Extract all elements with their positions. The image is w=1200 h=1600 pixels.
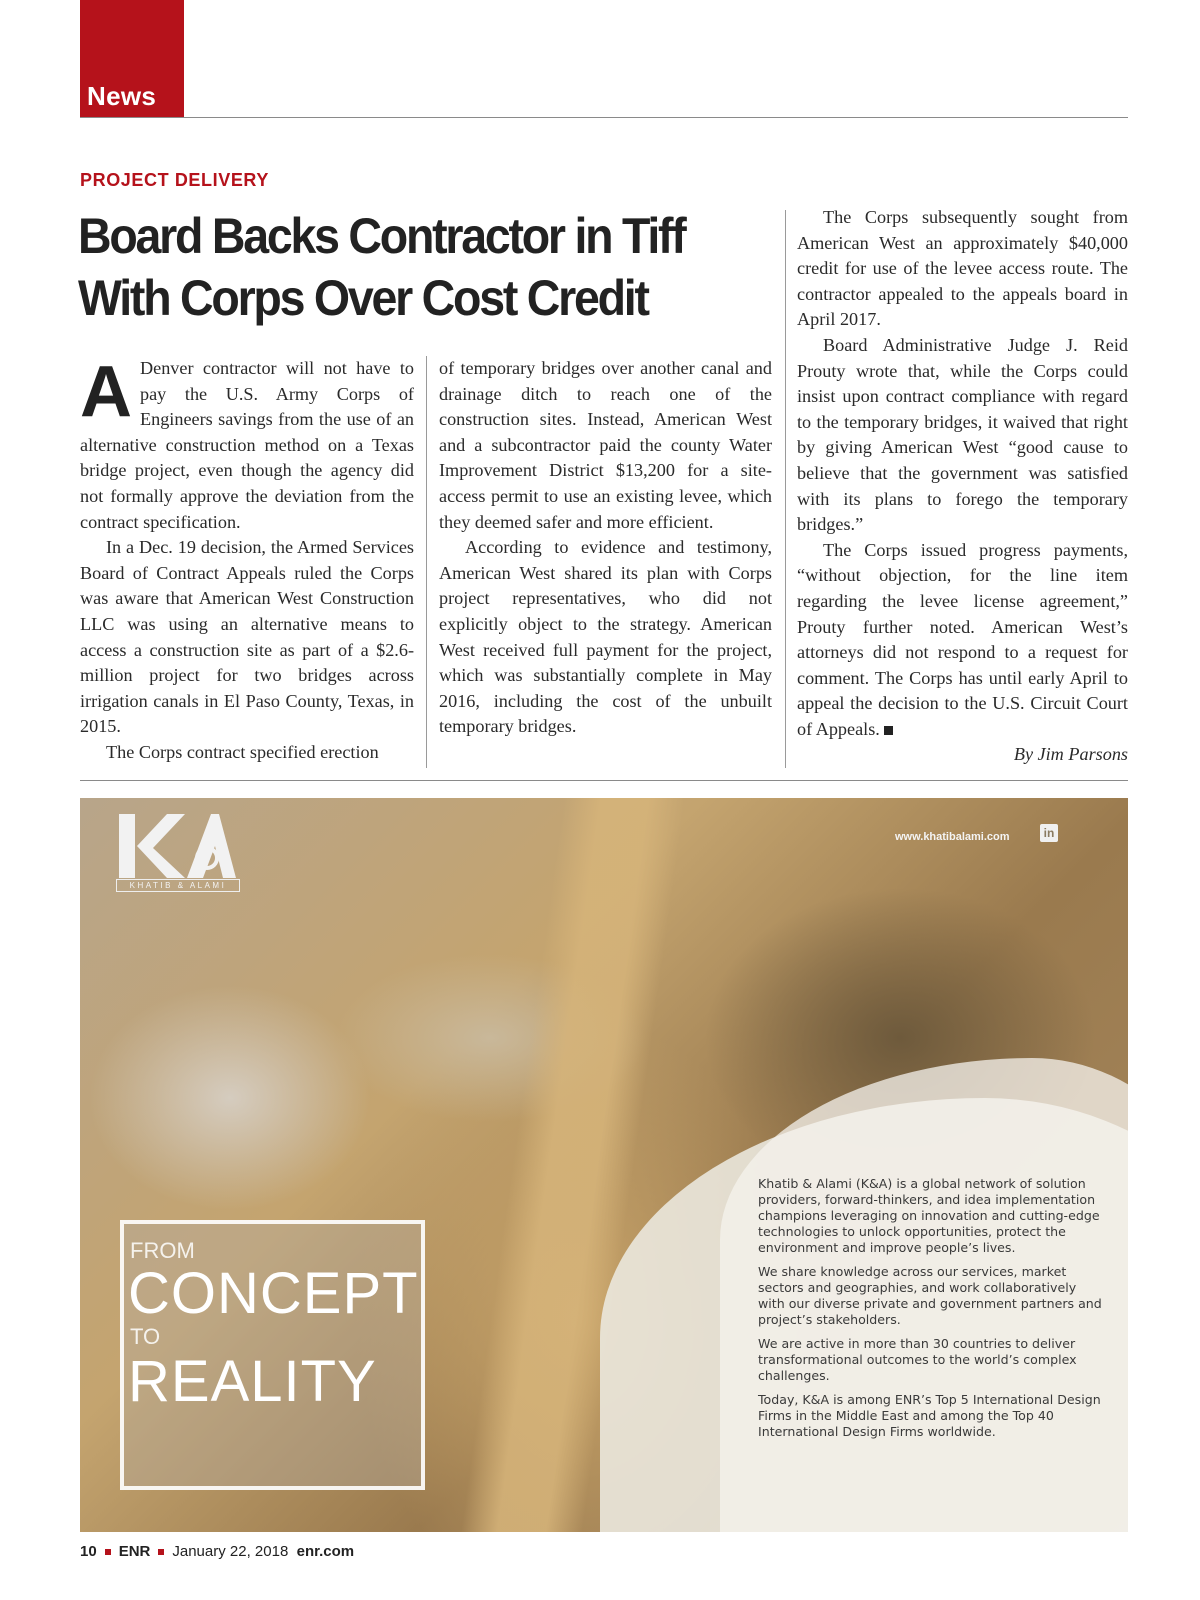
tagline-reality: REALITY (128, 1349, 377, 1414)
folio-separator-icon (105, 1549, 111, 1555)
linkedin-icon[interactable]: in (1040, 824, 1058, 842)
issue-date: January 22, 2018 (172, 1543, 289, 1560)
section-label: News (87, 81, 157, 111)
article-paragraph (80, 352, 414, 535)
headline-line-2: With Corps Over Cost Credit (78, 270, 648, 326)
article-rule (80, 780, 1128, 781)
folio-separator-icon (158, 1549, 164, 1555)
headline-line-1: Board Backs Contractor in Tiff (78, 208, 685, 264)
article-paragraph: of temporary bridges over another canal and drainage ditch to reach one of the construction sites. Instead, American West and a subcontractor paid the county Water Improvement District $13,200 for a site-access permit to use an existing levee, which they deemed safer and more efficient. (439, 358, 772, 532)
article-paragraph: The Corps subsequently sought from American West an approximately $40,000 credit for use of the levee access route. The contractor appealed to the appeals board in April 2017. (797, 207, 1128, 330)
ad-paragraph: Khatib & Alami (K&A) is a global network of solution providers, forward-thinkers, and idea implementation champions leveraging on innovation and cutting-edge technologies to unlock opportunities, protect the environment and improve people’s lives. (758, 1176, 1100, 1255)
dropcap: A (80, 352, 132, 432)
byline: By Jim Parsons (1013, 744, 1128, 765)
article-paragraph: The Corps contract specified erection (106, 741, 379, 762)
page-number: 10 (80, 1543, 97, 1560)
ad-url-link[interactable]: www.khatibalami.com (895, 831, 1010, 843)
end-mark-icon (884, 726, 893, 735)
article-column-3 (797, 205, 1128, 768)
kicker: PROJECT DELIVERY (80, 170, 269, 190)
article-column-1 (80, 352, 414, 766)
tagline-to: TO (130, 1324, 161, 1349)
section-tab (80, 0, 184, 118)
ad-paragraph: We are active in more than 30 countries to deliver transformational outcomes to the world’s complex challenges. (758, 1336, 1077, 1383)
article-paragraph: In a Dec. 19 decision, the Armed Services Board of Contract Appeals ruled the Corps was aware that American West Construction LLC was using an alternative means to access a construction site as part of a $2.6-million project for two bridges across irrigation canals in El Paso County, Texas, in 2015. (80, 537, 414, 737)
logo-wordmark: KHATIB & ALAMI (116, 879, 240, 892)
ad-paragraph: We share knowledge across our services, market sectors and geographies, and work collaboratively with our diverse private and government partners and project’s stakeholders. (758, 1264, 1102, 1327)
ad-tagline-box (120, 1220, 425, 1490)
column-divider (426, 356, 427, 768)
magazine-name: ENR (118, 1543, 151, 1560)
article-paragraph: Board Administrative Judge J. Reid Prouty wrote that, while the Corps could insist upon contract compliance with regard to the temporary bridges, it waived that right by giving American West “good cause to believe that the government was satisfied with its plans to forego the temporary bridges.” (797, 334, 1128, 535)
header-rule (80, 117, 1128, 118)
paragraph-text: The Corps issued progress payments, “without objection, for the line item regarding the levee license agreement,” Prouty further noted. American West’s attorneys did not respond to a request for comment. The Corps has until early April to appeal the decision to the U.S. Circuit Court of Appeals. (797, 539, 1128, 739)
article-paragraph: According to evidence and testimony, American West shared its plan with Corps project representatives, who did not explicitly object to the strategy. American West received full payment for the project, which was substantially complete in May 2016, including the cost of the unbuilt temporary bridges. (439, 537, 772, 737)
tagline-from: FROM (130, 1238, 195, 1263)
ad-copy (758, 1176, 1106, 1448)
ad-paragraph: Today, K&A is among ENR’s Top 5 International Design Firms in the Middle East and among the Top 40 International Design Firms worldwide. (758, 1392, 1101, 1439)
article-column-2 (439, 356, 772, 740)
column-divider (785, 210, 786, 768)
khatib-alami-logo-icon (115, 806, 240, 881)
tagline-concept: CONCEPT (128, 1261, 419, 1326)
advertisement[interactable] (80, 798, 1128, 1532)
page-folio (80, 1543, 354, 1560)
headline (78, 205, 729, 329)
paragraph-text: Denver contractor will not have to pay the U.S. Army Corps of Engineers savings from the use of an alternative construction method on a Texas bridge project, even though the agency did not formally approve the deviation from the contract specification. (80, 358, 414, 532)
article-paragraph (797, 538, 1128, 743)
site-link[interactable]: enr.com (296, 1543, 355, 1560)
